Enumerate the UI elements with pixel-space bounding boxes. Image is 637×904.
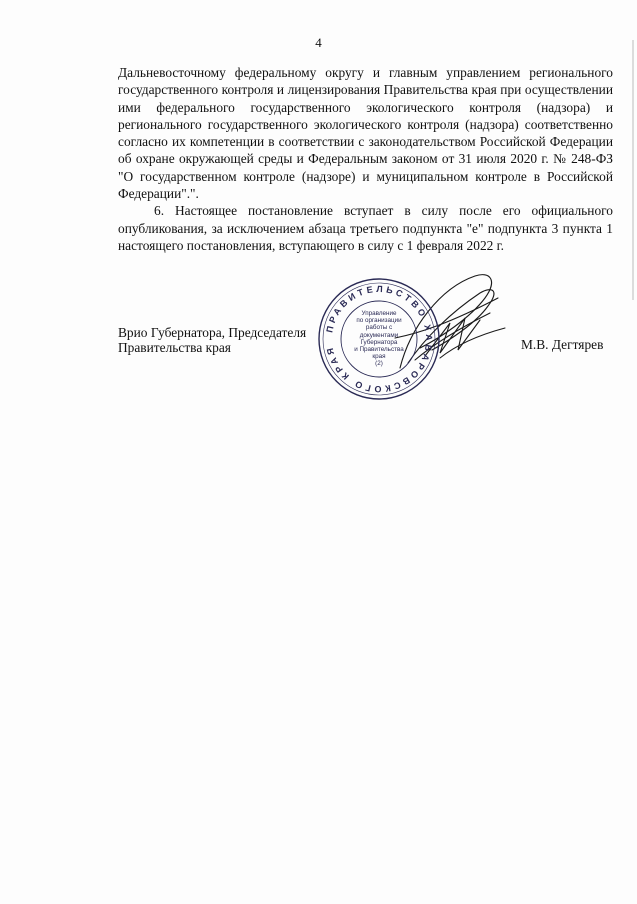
seal-inner-line: Губернатора xyxy=(360,338,398,346)
signer-position-line-1: Врио Губернатора, Председателя xyxy=(118,325,307,340)
scan-edge-mark xyxy=(632,40,634,300)
seal-ring-text: ПРАВИТЕЛЬСТВО ХАБАРОВСКОГО КРАЯ xyxy=(324,283,435,395)
seal-inner-line: работы с документами xyxy=(359,324,399,339)
paragraph-6: 6. Настоящее постановление вступает в силу после его официального опубликования, за исключением абзаца третьего подпункта "е" подпункта 3 пункта 1 настоящего постановления, вступающего в силу с 1 февраля 2022 г. xyxy=(118,203,613,253)
seal-inner-line: и Правительства xyxy=(354,346,404,354)
seal-inner-line: края xyxy=(372,353,386,361)
official-seal xyxy=(316,276,442,402)
page-number: 4 xyxy=(315,35,322,50)
seal-inner-line: Управление xyxy=(361,310,397,317)
document-body xyxy=(118,64,613,254)
seal-inner-line: (2) xyxy=(375,360,383,368)
signer-name: М.В. Дегтярев xyxy=(521,337,604,352)
paragraph-continued: Дальневосточному федеральному округу и главным управлением регионального государственного контроля и лицензирования Правительства края при осуществлении ими федерального государственного экологического контроля (надзора) и регионального государственного экологического контроля (надзора) соответственно согласно их компетенции в соответствии с законодательством Российской Федерации об охране окружающей среды и Федеральным законом от 31 июля 2020 г. № 248-ФЗ "О государственном контроле (надзоре) и муниципальном контроле в Российской Федерации".". xyxy=(118,65,613,202)
seal-inner-line: по организации xyxy=(356,317,402,325)
signer-position xyxy=(118,326,306,355)
signer-position-line-2: Правительства края xyxy=(118,339,231,355)
seal-inner-text xyxy=(346,310,412,368)
